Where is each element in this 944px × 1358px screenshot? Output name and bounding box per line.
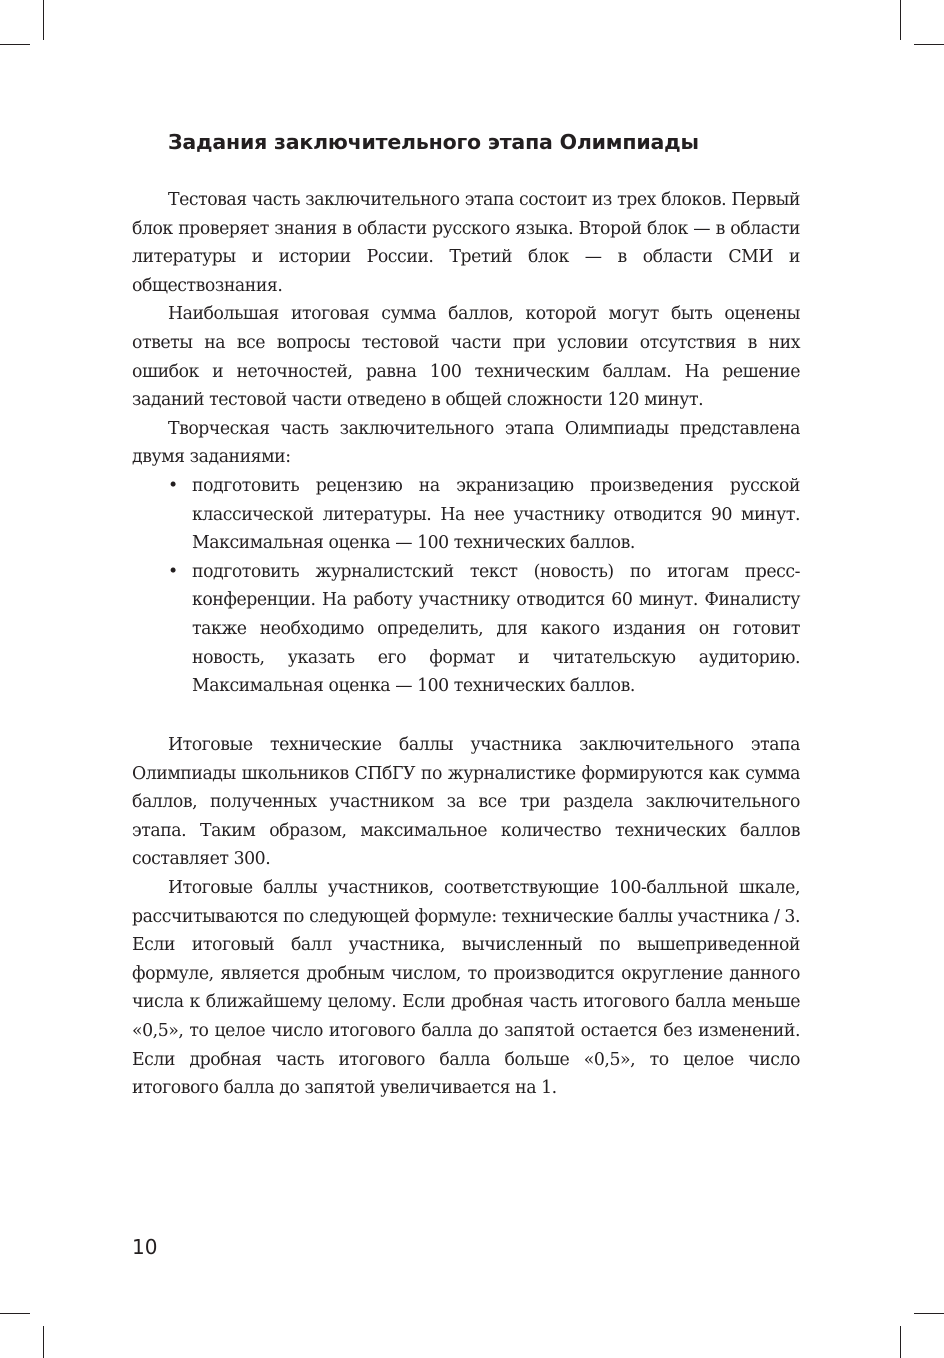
crop-mark bbox=[914, 1313, 944, 1314]
crop-mark bbox=[43, 0, 44, 40]
paragraph: Итоговые баллы участников, соответствующие 100-балльной шкале, рассчитываются по следующей формуле: технические баллы участника / 3. Если итоговый балл участника, вычисленный по вышеприведенной формуле, является дробным числом, то производится округление данного числа к ближайшему целому. Если дробная часть итогового балла меньше «0,5», то целое число итогового балла до запятой остается без изменений. Если дробная часть итогового балла больше «0,5», то целое число итогового балла до запятой увеличивается на 1. bbox=[132, 877, 800, 1099]
list-item bbox=[132, 558, 800, 701]
list-item-text: подготовить журналистский текст (новость) по итогам пресс-конференции. На работу участнику отводится 60 минут. Финалисту также необходимо определить, для какого издания он готовит новость, указать его формат и читательскую аудиторию. Максимальная оценка — 100 технических баллов. bbox=[192, 561, 800, 697]
section-heading: Задания заключительного этапа Олимпиады bbox=[168, 130, 699, 154]
crop-mark bbox=[0, 1313, 30, 1314]
page-number: 10 bbox=[132, 1235, 158, 1259]
crop-mark bbox=[914, 44, 944, 45]
crop-mark bbox=[43, 1326, 44, 1358]
paragraph: Творческая часть заключительного этапа Олимпиады представлена двумя заданиями: bbox=[132, 418, 800, 468]
crop-mark bbox=[900, 1326, 901, 1358]
paragraph: Тестовая часть заключительного этапа состоит из трех блоков. Первый блок проверяет знания в области русского языка. Второй блок — в области литературы и истории России. Третий блок — в области СМИ и обществознания. bbox=[132, 190, 800, 296]
section-body-top bbox=[132, 186, 800, 701]
task-list bbox=[132, 472, 800, 701]
section-body-bottom bbox=[132, 731, 800, 1103]
paragraph: Итоговые технические баллы участника заключительного этапа Олимпиады школьников СПбГУ по журналистике формируются как сумма баллов, полученных участником за все три раздела заключительного этапа. Таким образом, максимальное количество технических баллов составляет 300. bbox=[132, 735, 800, 870]
bullet-icon: • bbox=[168, 561, 178, 582]
paragraph: Наибольшая итоговая сумма баллов, которой могут быть оценены ответы на все вопросы тестовой части при условии отсутствия в них ошибок и неточностей, равна 100 техническим баллам. На решение заданий тестовой части отведено в общей сложности 120 минут. bbox=[132, 304, 800, 411]
list-item bbox=[132, 472, 800, 558]
crop-mark bbox=[0, 44, 30, 45]
crop-mark bbox=[900, 0, 901, 40]
list-item-text: подготовить рецензию на экранизацию произведения русской классической литературы. На нее участнику отводится 90 минут. Максимальная оценка — 100 технических баллов. bbox=[192, 475, 800, 554]
bullet-icon: • bbox=[168, 475, 178, 496]
